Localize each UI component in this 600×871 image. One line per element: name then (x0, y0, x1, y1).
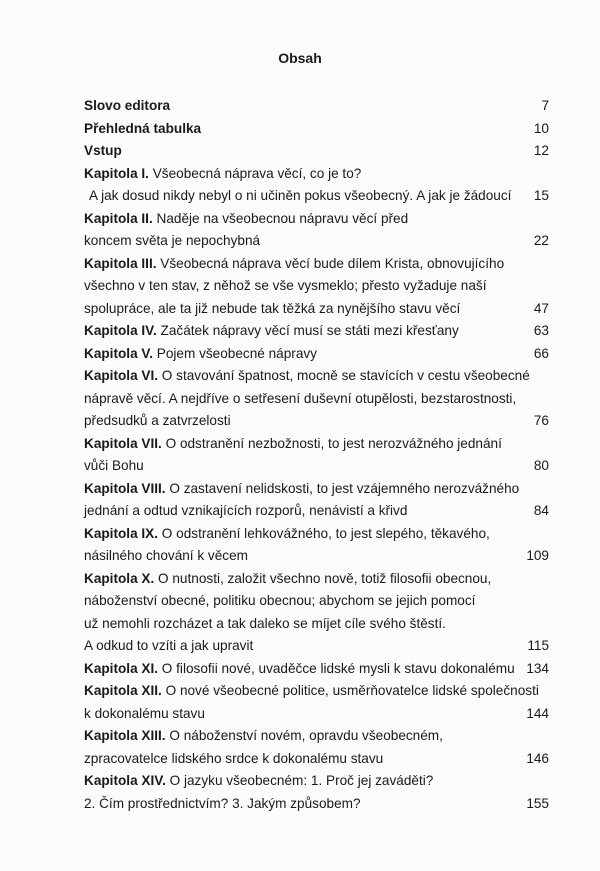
chapter-label: Kapitola III. (84, 255, 157, 271)
toc-line (84, 680, 549, 703)
chapter-title: 2. Čím prostřednictvím? 3. Jakým způsobem? (84, 795, 361, 811)
chapter-title: zpracovatelce lidského srdce k dokonalému stavu (84, 750, 384, 766)
toc-line (84, 658, 549, 681)
page-number: 10 (533, 120, 549, 136)
toc-entry-text (84, 163, 361, 186)
chapter-title: O nové všeobecné politice, usměrňovatelce lidské společnosti (161, 683, 539, 698)
toc-line (84, 365, 549, 388)
toc-entry-text (84, 748, 383, 771)
page-number: 144 (526, 705, 549, 721)
toc-line (84, 208, 549, 231)
page-number: 84 (533, 503, 549, 518)
toc-entry-text (84, 635, 253, 658)
chapter-label: Kapitola VI. (84, 368, 159, 383)
chapter-title: O náboženství novém, opravdu všeobecném, (165, 728, 443, 743)
toc-entry-text (84, 500, 407, 523)
toc-entry-text (89, 185, 511, 208)
chapter-title: Všeobecná náprava věcí bude dílem Krista, obnovujícího (156, 255, 505, 271)
chapter-title: už nemohli rozcházet a tak daleko se míjet cíle svého štěstí. (84, 615, 446, 631)
chapter-title: vůči Bohu (84, 458, 144, 473)
chapter-title: O zastavení nelidskosti, to jest vzájemného nerozvážného (165, 480, 520, 496)
toc-entry-text (84, 568, 491, 591)
toc-entry-text (84, 545, 248, 568)
page-number: 12 (533, 143, 549, 158)
chapter-title: O nutnosti, založit všechno nově, totiž filosofii obecnou, (154, 570, 492, 586)
chapter-title: Začátek nápravy věcí musí se státi mezi křesťany (156, 323, 459, 338)
toc-line (84, 545, 549, 568)
toc-line (84, 613, 549, 636)
toc-line (84, 275, 549, 298)
page-number: 134 (526, 660, 549, 676)
toc-entry-text (84, 388, 516, 411)
toc-line (84, 298, 549, 321)
toc-line (84, 163, 549, 186)
toc-entry-text (84, 455, 144, 478)
toc-entry-text (84, 613, 446, 636)
page-title: Obsah (278, 50, 322, 66)
chapter-label: Kapitola I. (84, 165, 149, 181)
toc-entry-text (84, 275, 486, 298)
toc-entry-text (84, 365, 530, 388)
toc-entry-text (84, 253, 504, 276)
table-of-contents (84, 95, 549, 815)
toc-line (84, 590, 549, 613)
toc-entry-text (84, 478, 519, 501)
chapter-label: Kapitola X. (84, 570, 155, 586)
chapter-label: Kapitola XI. (84, 660, 159, 676)
page-number: 80 (533, 458, 549, 473)
chapter-title: spolupráce, ale ta již nebude tak těžká za nynějšího stavu věcí (84, 300, 461, 316)
toc-entry-text (84, 298, 460, 321)
chapter-title: náboženství obecné, politiku obecnou; abychom se jejich pomocí (84, 593, 476, 608)
chapter-title: O filosofii nové, uvaděčce lidské mysli k stavu dokonalému (158, 660, 515, 676)
toc-line (84, 140, 549, 163)
toc-entry-text (84, 320, 459, 343)
page-number: 76 (533, 413, 549, 428)
toc-line (84, 500, 549, 523)
toc-entry-text (84, 725, 443, 748)
toc-line (84, 388, 549, 411)
chapter-title: předsudků a zatvrzelosti (84, 413, 231, 428)
toc-line (84, 253, 549, 276)
toc-line (84, 343, 549, 366)
toc-entry-text (84, 208, 408, 231)
section-heading: Přehledná tabulka (84, 120, 202, 136)
chapter-label: Kapitola VIII. (84, 480, 166, 496)
toc-entry-text (84, 523, 490, 546)
toc-line (84, 568, 549, 591)
toc-line (84, 118, 549, 141)
page-number: 47 (533, 300, 549, 316)
page-number: 115 (527, 638, 549, 653)
toc-entry-text (84, 343, 317, 366)
toc-entry-text (84, 95, 170, 118)
toc-entry-text (84, 658, 515, 681)
page-number: 22 (533, 233, 549, 248)
toc-line (84, 770, 549, 793)
page-number: 155 (526, 795, 549, 811)
toc-entry-text (84, 770, 433, 793)
toc-line (84, 748, 549, 771)
chapter-label: Kapitola V. (84, 345, 153, 361)
toc-line (84, 433, 549, 456)
toc-entry-text (84, 433, 502, 456)
toc-line (84, 793, 549, 816)
chapter-label: Kapitola VII. (84, 435, 162, 451)
chapter-title: k dokonalému stavu (84, 705, 205, 721)
chapter-title: O odstranění lehkovážného, to jest slepého, těkavého, (158, 525, 490, 541)
chapter-title: Pojem všeobecné nápravy (153, 345, 317, 361)
toc-entry-text (84, 410, 231, 433)
chapter-title: A odkud to vzíti a jak upravit (84, 638, 254, 653)
toc-entry-text (84, 230, 260, 253)
page-number: 66 (533, 345, 549, 361)
chapter-title: koncem světa je nepochybná (84, 233, 261, 248)
chapter-title: všechno v ten stav, z něhož se vše vysmeklo; přesto vyžaduje naší (84, 278, 487, 293)
toc-line (84, 230, 549, 253)
chapter-title: Naděje na všeobecnou nápravu věcí před (152, 210, 409, 226)
page-number: 15 (533, 188, 549, 203)
page-number: 109 (526, 548, 549, 563)
toc-line (84, 523, 549, 546)
toc-entry-text (84, 140, 122, 163)
chapter-title: O stavování špatnost, mocně se stavících v cestu všeobecné (158, 368, 530, 383)
toc-line (84, 725, 549, 748)
chapter-label: Kapitola IV. (84, 323, 157, 338)
chapter-label: Kapitola XII. (84, 683, 162, 698)
chapter-label: Kapitola XIII. (84, 728, 166, 743)
chapter-title: A jak dosud nikdy nebyl o ni učiněn pokus všeobecný. A jak je žádoucí (89, 188, 512, 203)
toc-line (84, 185, 549, 208)
page-number: 146 (526, 750, 549, 766)
toc-line (84, 95, 549, 118)
page-number: 7 (541, 98, 549, 113)
chapter-title: jednání a odtud vznikajících rozporů, nenávistí a křivd (84, 503, 408, 518)
chapter-label: Kapitola XIV. (84, 773, 166, 788)
toc-line (84, 635, 549, 658)
chapter-title: Všeobecná náprava věcí, co je to? (148, 165, 362, 181)
toc-line (84, 478, 549, 501)
toc-entry-text (84, 590, 475, 613)
chapter-title: O jazyku všeobecném: 1. Proč jej zaváděti? (165, 773, 434, 788)
page-number: 63 (533, 323, 549, 338)
chapter-title: násilného chování k věcem (84, 548, 248, 563)
toc-line (84, 455, 549, 478)
chapter-label: Kapitola II. (84, 210, 153, 226)
section-heading: Vstup (84, 143, 122, 158)
toc-line (84, 320, 549, 343)
chapter-label: Kapitola IX. (84, 525, 159, 541)
toc-line (84, 410, 549, 433)
toc-entry-text (84, 118, 201, 141)
chapter-title: nápravě věcí. A nejdříve o setřesení duševní otupělosti, bezstarostnosti, (84, 390, 517, 406)
toc-line (84, 703, 549, 726)
chapter-title: O odstranění nezbožnosti, to jest nerozvážného jednání (161, 435, 502, 451)
toc-entry-text (84, 703, 205, 726)
section-heading: Slovo editora (84, 98, 171, 113)
toc-entry-text (84, 793, 361, 816)
toc-entry-text (84, 680, 539, 703)
